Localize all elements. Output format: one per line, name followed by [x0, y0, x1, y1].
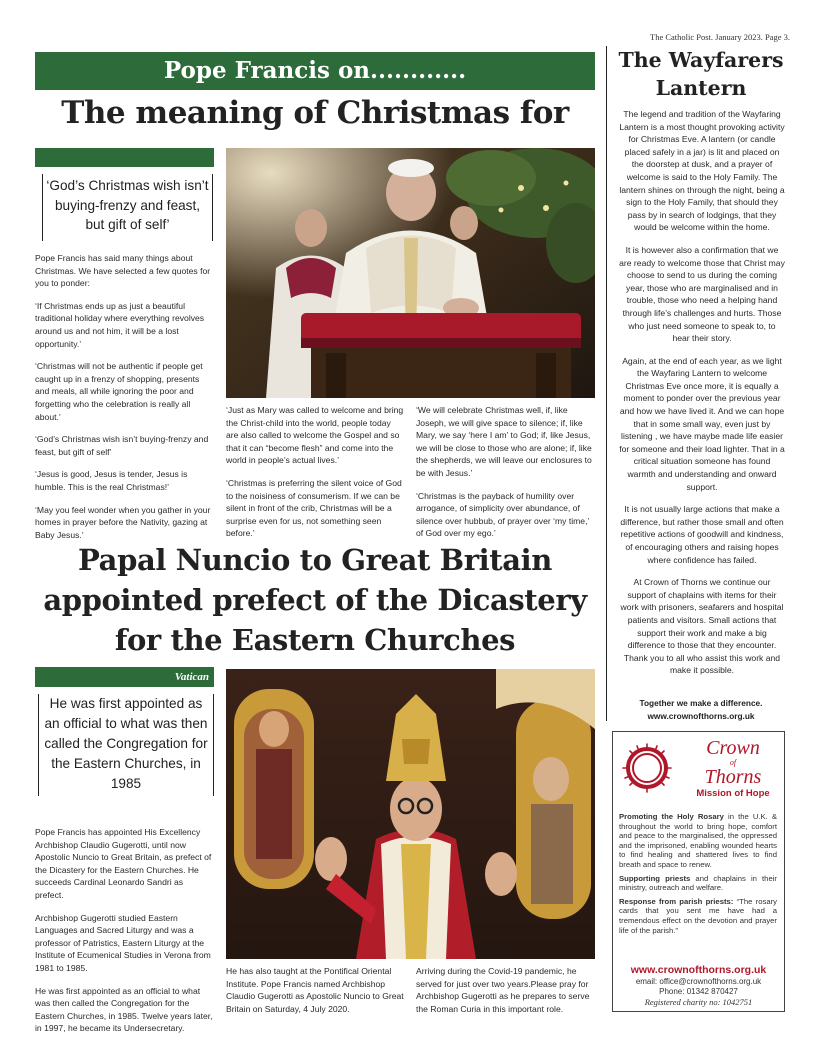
- pull-quote-rule-left: [42, 174, 43, 241]
- ad-text: in the U.K. & throughout the world to bring hope, comfort and peace to the marginalised, the oppressed and the imprisoned, enabling wounded hearts to find healing and shattered lives to find breath and space to renew.: [619, 812, 777, 869]
- wayfarers-lantern-body: [619, 108, 785, 687]
- article1-column-1: [35, 252, 214, 551]
- paragraph: At Crown of Thorns we continue our support of chaplains with items for their work with prisoners, seafarers and hospital patients and visitors. Small actions that support their work and make a big difference to those that they encounter. Thank you to all who assist this work and make it possible.: [620, 577, 784, 676]
- paragraph: ‘Christmas is preferring the silent voice of God to the noisiness of consumerism. If we can be silent in front of the crib, Christmas will be a surprise even for us, not something seen before.’: [226, 477, 402, 539]
- wayfarers-lantern-title: The Wayfarers Lantern: [618, 48, 784, 100]
- paragraph: ‘If Christmas ends up as just a beautiful traditional holiday where everything revolves around us and not him, it will be a lost opportunity.’: [35, 300, 205, 349]
- logo-thorns: Thorns: [704, 766, 762, 788]
- paragraph: ‘Just as Mary was called to welcome and bring the Christ-child into the world, people today are also called to welcome the Gospel and so that it can “become flesh” and come into the world in people’s actual lives.’: [226, 405, 404, 466]
- ad-paragraph: [619, 874, 777, 893]
- logo-of: of: [729, 758, 737, 767]
- closing-tagline: Together we make a difference.: [639, 698, 763, 708]
- paragraph: The legend and tradition of the Wayfaring Lantern is a most thought provoking activity for Christmas Eve. A lantern (or candle placed safely in a jar) is lit and placed on the doorstep at dusk, and a prayer of welcome is said to the Holy Family. The lantern shines on through the night, being a sign to the Holy Family, that should they pass by in search of lodgings, that they would be welcome within the home.: [619, 109, 785, 233]
- article2-headline: Papal Nuncio to Great Britain appointed prefect of the Dicastery for the Eastern Churches: [43, 543, 587, 657]
- pull-quote-rule-right: [212, 174, 213, 241]
- sidebar-divider: [606, 46, 607, 721]
- ad-paragraph: [619, 897, 777, 935]
- paragraph: ‘Jesus is good, Jesus is tender, Jesus is humble. This is the real Christmas!’: [35, 469, 188, 492]
- ad-text: “The rosary cards that you sent me have had a tremendous effect on the devotion and prayer life of the parish.”: [619, 896, 778, 935]
- article2-column-2: [226, 965, 405, 1025]
- paragraph: ‘We will celebrate Christmas well, if, like Joseph, we will give space to silence; if, like Mary, we say ‘here I am’ to God; if, like Jesus, we will be close to those who are alone; if, like the shepherds, we will leave our enclosures to be with Jesus.’: [416, 405, 592, 478]
- page-info: The Catholic Post. January 2023. Page 3.: [650, 32, 790, 42]
- crown-of-thorns-icon: [619, 740, 675, 796]
- crown-of-thorns-ad: [612, 731, 785, 1012]
- article1-green-strip: [35, 148, 214, 167]
- crown-of-thorns-logo-text: [683, 738, 783, 801]
- paragraph: Archbishop Gugerotti studied Eastern Languages and Sacred Liturgy and was a professor of Patristics, Eastern Liturgy at the Institute of Ecumenical Studies in Verona from 1981 to 1985.: [35, 912, 211, 973]
- ad-text: and chaplains in their ministry, outreach and welfare.: [619, 873, 777, 893]
- article1-pull-quote: ‘God’s Christmas wish isn’t buying-frenzy and feast, but gift of self’: [46, 178, 209, 232]
- article2-column-3: [416, 965, 595, 1025]
- ad-bold: Response from parish priests:: [619, 896, 734, 906]
- ad-bold: Supporting priests: [619, 873, 691, 883]
- pull-quote-rule-left: [38, 694, 39, 796]
- paragraph: He has also taught at the Pontifical Oriental Institute. Pope Francis named Archbishop Claudio Gugerotti as Apostolic Nuncio to Great Britain on Saturday, 4 July 2020.: [226, 966, 404, 1014]
- article2-pull-quote: He was first appointed as an official to what was then called the Congregation for the Eastern Churches, in 1985: [44, 696, 208, 791]
- logo-crown: Crown: [706, 737, 760, 759]
- article1-headline: The meaning of Christmas for: [61, 95, 569, 131]
- article1-column-3: [416, 404, 595, 550]
- ad-bold: Promoting the Holy Rosary: [619, 812, 724, 821]
- paragraph: Again, at the end of each year, as we light the Wayfaring Lantern to welcome Christmas Eve once more, it is equally a moment to ponder over the previous year and how we have lived it. And we can hope that in some small way, even just by listening , we have maybe made life easier for someone and their load lighter. That in a critical situation someone has found warmth and understanding and onward support.: [619, 355, 785, 492]
- paragraph: It is however also a confirmation that we are ready to welcome those that Christ may choose to send to us during the coming year, those who are marginalised and in trouble, those who need a helping hand through life’s challenges and hurts. Those who just need someone to speak to, to hear their story.: [619, 244, 785, 344]
- mission-of-hope: Mission of Hope: [696, 788, 770, 799]
- paragraph: He was first appointed as an official to what was then called the Congregation for the Eastern Churches, in 1985. Twelve years later, in 1997, he became its Undersecretary.: [35, 985, 213, 1034]
- paragraph: ‘May you feel wonder when you gather in your homes in prayer before the Nativity, gazing at Baby Jesus.’: [35, 504, 211, 540]
- archbishop-gugerotti-photo: [226, 669, 595, 959]
- paragraph: ‘God’s Christmas wish isn’t buying-frenzy and feast, but gift of self’: [35, 434, 209, 457]
- crown-ad-contact: [613, 964, 784, 1008]
- crown-ad-email[interactable]: email: office@crownofthorns.org.uk: [635, 977, 762, 986]
- crown-ad-website[interactable]: www.crownofthorns.org.uk: [630, 964, 767, 976]
- sidebar-closing: [612, 697, 790, 723]
- paragraph: Pope Francis has appointed His Excellency Archbishop Claudio Gugerotti, until now Apostolic Nuncio to Great Britain, as prefect of the Dicastery for the Eastern Churches. He succeeds Cardinal Leonardo Sandri as prefect.: [35, 827, 212, 900]
- paragraph: Arriving during the Covid-19 pandemic, he served for just over two years.Please pray for Archbishop Gugerotti as he prepares to serve the Roman Curia in this important role.: [416, 966, 590, 1014]
- ad-paragraph: [619, 812, 777, 870]
- paragraph: ‘Christmas is the payback of humility over arrogance, of simplicity over abundance, of silence over hubbub, of prayer over ‘my time,’ of God over my ego.’: [416, 490, 590, 539]
- article1-column-2: [226, 404, 405, 550]
- vatican-section-label: Vatican: [35, 667, 214, 687]
- pull-quote-rule-right: [213, 694, 214, 796]
- article2-column-1: [35, 826, 214, 1045]
- closing-website: www.crownofthorns.org.uk: [647, 711, 755, 721]
- crown-ad-phone: Phone: 01342 870427: [659, 987, 738, 996]
- paragraph: Pope Francis has said many things about Christmas. We have selected a few quotes for you to ponder:: [35, 253, 211, 289]
- article1-banner: Pope Francis on............: [35, 52, 595, 90]
- paragraph: ‘Christmas will not be authentic if people get caught up in a frenzy of shopping, presents and meals, all while ignoring the poor and forgetting who the celebration is really all about.’: [35, 361, 203, 422]
- pope-francis-photo: [226, 148, 595, 398]
- crown-ad-body: [619, 812, 777, 935]
- crown-ad-charity: Registered charity no: 1042751: [644, 997, 753, 1007]
- paragraph: It is not usually large actions that make a difference, but rather those small and often repetitive actions of goodwill and kindness, of encouraging others and raising hopes where confidence has failed.: [620, 504, 784, 565]
